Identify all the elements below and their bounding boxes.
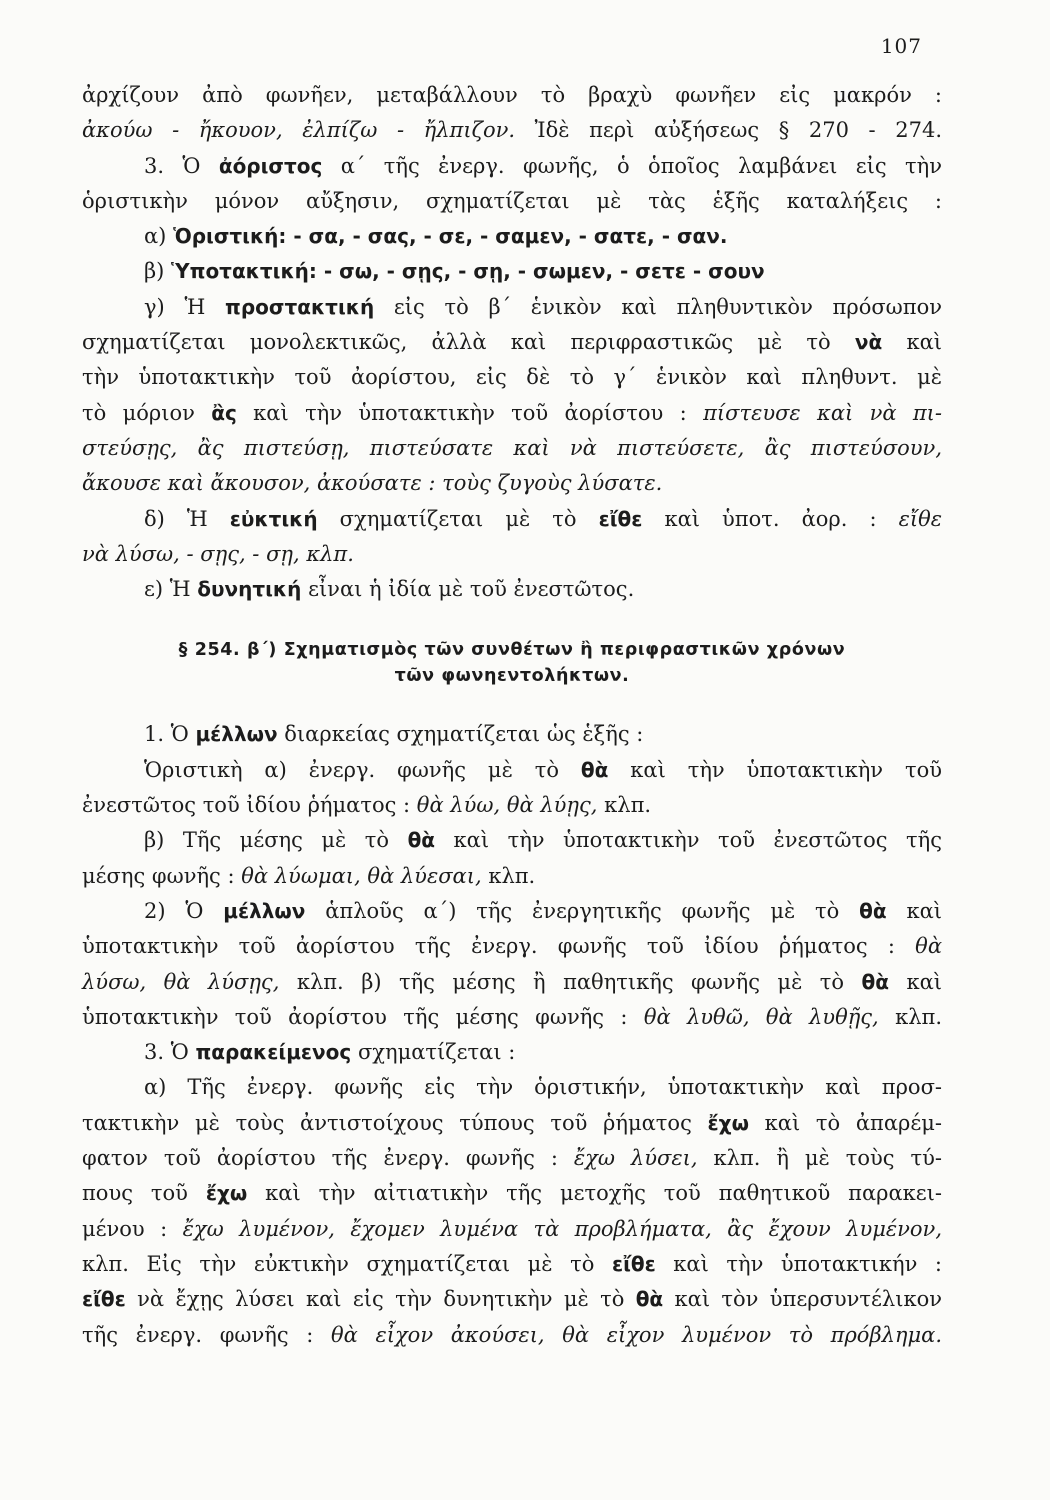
text-line: α) Τῆς ἐνεργ. φωνῆς εἰς τὴν ὁριστικήν, ὑποτακτικὴν καὶ προσ- [144, 1075, 942, 1100]
text-line: β) Τῆς μέσης μὲ τὸ θὰ καὶ τὴν ὑποτακτικὴν τοῦ ἐνεστῶτος τῆς [144, 828, 942, 853]
section-heading: § 254. β΄) Σχηματισμὸς τῶν συνθέτων ἢ περιφραστικῶν χρόνων τῶν φωνηεντολήκτων. [178, 640, 846, 687]
term-perfect: παρακείμενος [195, 1040, 352, 1065]
text-line: φατον τοῦ ἀορίστου τῆς ἐνεργ. φωνῆς : ἔχω λύσει, κλπ. ἢ μὲ τοὺς τύ- [82, 1146, 942, 1171]
subjunctive-endings: Ὑποτακτική: - σω, - σῃς, - σῃ, - σωμεν, - σετε - σουν [171, 259, 765, 284]
term-aoristos: ἀόριστος [218, 153, 323, 178]
text-line: ε) Ἡ δυνητική εἶναι ἡ ἰδία μὲ τοῦ ἐνεστῶτος. [144, 577, 635, 602]
text-line: στεύσῃς, ἂς πιστεύσῃ, πιστεύσατε καὶ νὰ πιστεύσετε, ἂς πιστεύσουν, [82, 435, 942, 460]
text-line: 3. Ὁ παρακείμενος σχηματίζεται : [144, 1040, 516, 1065]
term-optative: εὐκτική [229, 506, 318, 531]
page-body [82, 78, 942, 1353]
text-line: τὴν ὑποτακτικὴν τοῦ ἀορίστου, εἰς δὲ τὸ γ΄ ἑνικὸν καὶ πληθυντ. μὲ [82, 365, 942, 390]
text-line: ὁριστικὴν μόνον αὔξησιν, σχηματίζεται μὲ τὰς ἑξῆς καταλήξεις : [82, 188, 942, 213]
text-line: σχηματίζεται μονολεκτικῶς, ἀλλὰ καὶ περιφραστικῶς μὲ τὸ νὰ καὶ [82, 330, 942, 355]
page-number: 107 [880, 34, 922, 58]
text-line: εἴθε νὰ ἔχῃς λύσει καὶ εἰς τὴν δυνητικὴν μὲ τὸ θὰ καὶ τὸν ὑπερσυντέλικον [82, 1287, 943, 1312]
text-line: νὰ λύσω, - σῃς, - σῃ, κλπ. [82, 541, 354, 566]
text-line: δ) Ἡ εὐκτική σχηματίζεται μὲ τὸ εἴθε καὶ ὑποτ. ἀορ. : εἴθε [144, 506, 943, 531]
text-line: τακτικὴν μὲ τοὺς ἀντιστοίχους τύπους τοῦ ῥήματος ἔχω καὶ τὸ ἀπαρέμ- [82, 1110, 942, 1135]
term-potential: δυνητική [197, 577, 302, 602]
term-imperative: προστακτική [225, 294, 375, 319]
text-line: ἄκουσε καὶ ἄκουσον, ἀκούσατε : τοὺς ζυγοὺς λύσατε. [82, 471, 663, 496]
text-line: ὑποτακτικὴν τοῦ ἀορίστου τῆς ἐνεργ. φωνῆς τοῦ ἰδίου ῥήματος : θὰ [82, 934, 942, 959]
text-line: α) Ὁριστική: - σα, - σας, - σε, - σαμεν, - σατε, - σαν. [144, 224, 728, 249]
text-line: ὑποτακτικὴν τοῦ ἀορίστου τῆς μέσης φωνῆς : θὰ λυθῶ, θὰ λυθῇς, κλπ. [82, 1004, 943, 1029]
text-line: λύσω, θὰ λύσῃς, κλπ. β) τῆς μέσης ἢ παθητικῆς φωνῆς μὲ τὸ θὰ καὶ [82, 969, 942, 994]
term-future: μέλλων [195, 722, 278, 747]
text-line: κλπ. Εἰς τὴν εὐκτικὴν σχηματίζεται μὲ τὸ εἴθε καὶ τὴν ὑποτακτικήν : [82, 1251, 942, 1276]
text-line: τῆς ἐνεργ. φωνῆς : θὰ εἶχον ἀκούσει, θὰ εἶχον λυμένον τὸ πρόβλημα. [82, 1322, 942, 1347]
term-future-simple: μέλλων [223, 898, 306, 923]
text-line: ἀκούω - ἤκουον, ἐλπίζω - ἤλπιζον. Ἰδὲ περὶ αὐξήσεως § 270 - 274. [82, 118, 942, 143]
text-line: γ) Ἡ προστακτική εἰς τὸ β΄ ἑνικὸν καὶ πληθυντικὸν πρόσωπον [144, 294, 943, 319]
text-line: τὸ μόριον ἂς καὶ τὴν ὑποτακτικὴν τοῦ ἀορίστου : πίστευσε καὶ νὰ πι- [82, 400, 942, 425]
text-line: 2) Ὁ μέλλων ἁπλοῦς α΄) τῆς ἐνεργητικῆς φωνῆς μὲ τὸ θὰ καὶ [144, 898, 943, 923]
text-line: πους τοῦ ἔχω καὶ τὴν αἰτιατικὴν τῆς μετοχῆς τοῦ παθητικοῦ παρακει- [82, 1181, 942, 1206]
text-line: 1. Ὁ μέλλων διαρκείας σχηματίζεται ὡς ἑξῆς : [144, 722, 644, 747]
text-line: Ὁριστικὴ α) ἐνεργ. φωνῆς μὲ τὸ θὰ καὶ τὴν ὑποτακτικὴν τοῦ [144, 757, 942, 782]
text-line: ἐνεστῶτος τοῦ ἰδίου ῥήματος : θὰ λύω, θὰ λύῃς, κλπ. [82, 793, 652, 818]
text-line: μένου : ἔχω λυμένον, ἔχομεν λυμένα τὰ προβλήματα, ἂς ἔχουν λυμένον, [82, 1216, 942, 1241]
text-line: β) Ὑποτακτική: - σω, - σῃς, - σῃ, - σωμεν, - σετε - σουν [144, 259, 765, 284]
indicative-endings: Ὁριστική: - σα, - σας, - σε, - σαμεν, - σατε, - σαν. [173, 224, 728, 249]
text-line: μέσης φωνῆς : θὰ λύωμαι, θὰ λύεσαι, κλπ. [82, 863, 536, 888]
text-line: 3. Ὁ ἀόριστος α΄ τῆς ἐνεργ. φωνῆς, ὁ ὁποῖος λαμβάνει εἰς τὴν [144, 153, 942, 178]
text-line: ἀρχίζουν ἀπὸ φωνῆεν, μεταβάλλουν τὸ βραχὺ φωνῆεν εἰς μακρόν : [82, 83, 942, 107]
